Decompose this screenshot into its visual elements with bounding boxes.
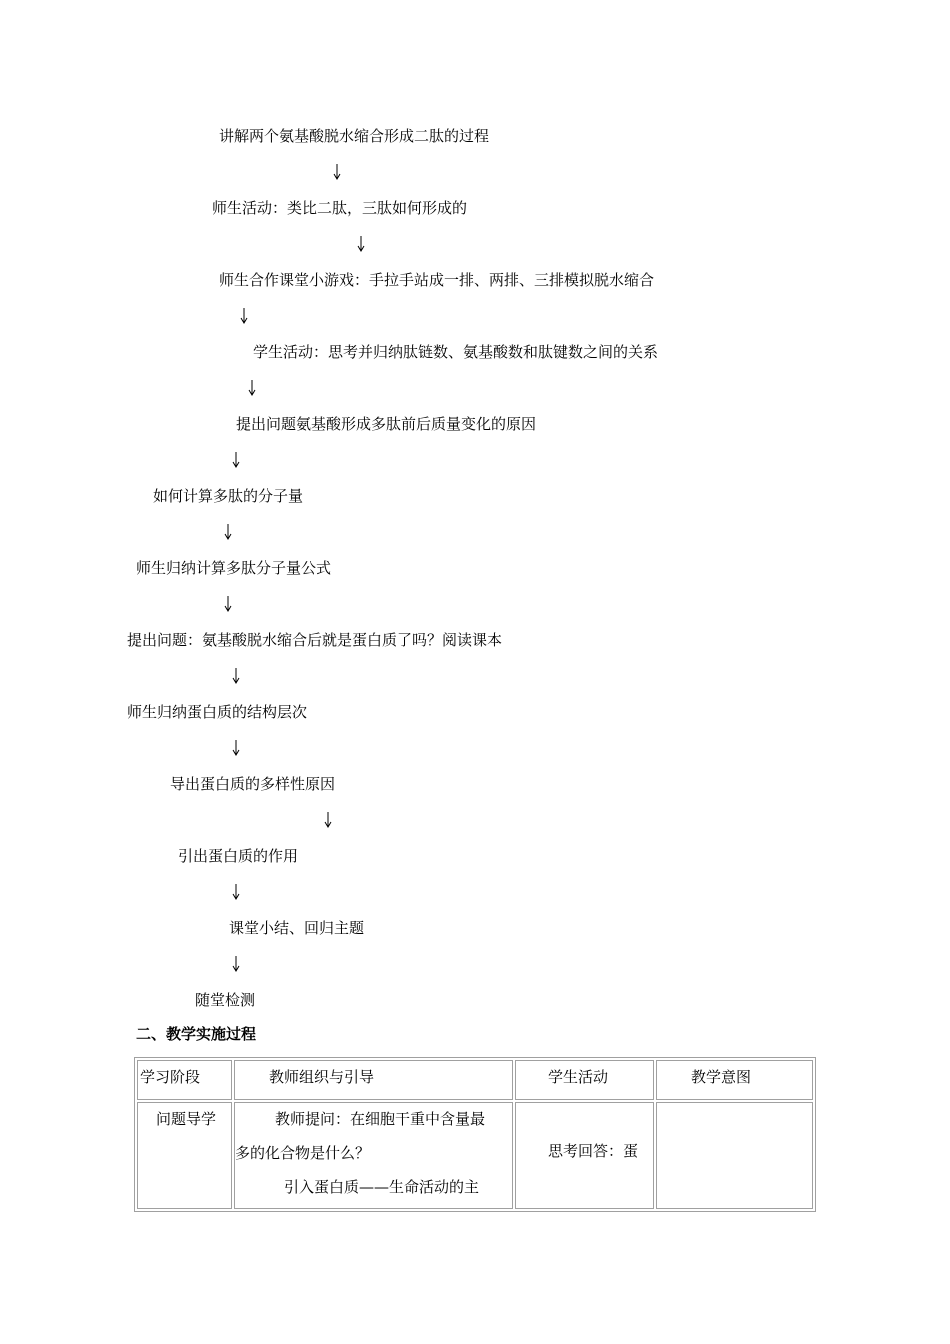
header-teacher (234, 1060, 513, 1100)
header-student (515, 1060, 654, 1100)
flow-step-13: 随堂检测 (195, 991, 256, 1009)
flow-step-2: 师生活动：类比二肽，三肽如何形成的 (212, 199, 468, 217)
down-arrow-icon (230, 883, 242, 901)
header-stage (137, 1060, 232, 1100)
down-arrow-icon (355, 235, 367, 253)
down-arrow-icon (222, 523, 234, 541)
table-row (137, 1102, 813, 1209)
flow-step-11: 引出蛋白质的作用 (178, 847, 299, 865)
down-arrow-icon (322, 811, 334, 829)
stage-text: 问题导学 (156, 1110, 217, 1128)
cell-intent (656, 1102, 813, 1209)
student-text: 思考回答：蛋 (548, 1142, 639, 1160)
teacher-line-3: 引入蛋白质——生命活动的主 (284, 1178, 480, 1196)
down-arrow-icon (246, 379, 258, 397)
header-intent (656, 1060, 813, 1100)
cell-student (515, 1102, 654, 1209)
section-heading: 二、教学实施过程 (136, 1025, 257, 1043)
down-arrow-icon (238, 307, 250, 325)
header-stage-label: 学习阶段 (140, 1068, 201, 1086)
table-header-row (137, 1060, 813, 1100)
flow-step-9: 师生归纳蛋白质的结构层次 (127, 703, 308, 721)
down-arrow-icon (230, 451, 242, 469)
header-teacher-label: 教师组织与引导 (269, 1068, 375, 1086)
teacher-line-2: 多的化合物是什么？ (235, 1144, 371, 1162)
flow-step-7: 师生归纳计算多肽分子量公式 (136, 559, 332, 577)
down-arrow-icon (230, 955, 242, 973)
flow-step-6: 如何计算多肽的分子量 (153, 487, 304, 505)
teaching-process-table (134, 1057, 816, 1212)
header-intent-label: 教学意图 (691, 1068, 752, 1086)
header-student-label: 学生活动 (548, 1068, 609, 1086)
flow-step-4: 学生活动：思考并归纳肽链数、氨基酸数和肽键数之间的关系 (253, 343, 659, 361)
down-arrow-icon (230, 667, 242, 685)
teacher-line-1: 教师提问：在细胞干重中含量最 (275, 1110, 486, 1128)
flow-step-3: 师生合作课堂小游戏：手拉手站成一排、两排、三排模拟脱水缩合 (219, 271, 655, 289)
flow-step-1: 讲解两个氨基酸脱水缩合形成二肽的过程 (219, 127, 490, 145)
cell-teacher (234, 1102, 513, 1209)
flow-step-5: 提出问题氨基酸形成多肽前后质量变化的原因 (236, 415, 537, 433)
flow-step-12: 课堂小结、回归主题 (229, 919, 365, 937)
flow-step-10: 导出蛋白质的多样性原因 (170, 775, 336, 793)
down-arrow-icon (331, 163, 343, 181)
flow-step-8: 提出问题：氨基酸脱水缩合后就是蛋白质了吗？阅读课本 (127, 631, 503, 649)
down-arrow-icon (230, 739, 242, 757)
cell-stage (137, 1102, 232, 1209)
down-arrow-icon (222, 595, 234, 613)
